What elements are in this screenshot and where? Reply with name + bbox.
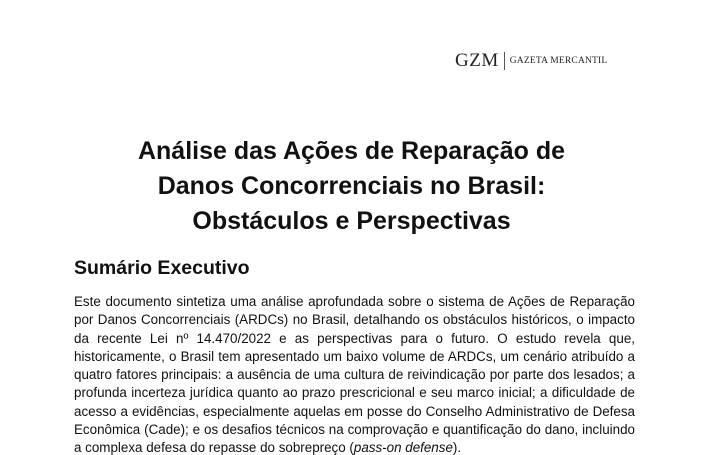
- section-heading-executive-summary: Sumário Executivo: [74, 257, 250, 279]
- logo-name: GAZETA MERCANTIL: [509, 56, 608, 66]
- title-line: Danos Concorrenciais no Brasil:: [157, 172, 546, 200]
- gazeta-mercantil-logo: [455, 50, 607, 72]
- summary-italic-term: pass-on defense: [353, 440, 453, 455]
- title-line: Obstáculos e Perspectivas: [192, 207, 511, 235]
- logo-mark: GZM: [455, 50, 499, 71]
- document-title: [0, 134, 703, 239]
- summary-main-text: Este documento sintetiza uma análise aprofundada sobre o sistema de Ações de Reparação por Danos Concorrenciais (ARDCs) no Brasil, detalhando os obstáculos históricos, o impacto da recente Lei nº 14.470/2022 e as perspectivas para o futuro. O estudo revela que, historicamente, o Brasil tem apresentado um baixo volume de ARDCs, um cenário atribuído a quatro fatores principais: a ausência de uma cultura de reivindicação por parte dos lesados; a profunda incerteza jurídica quanto ao prazo prescricional e seu marco inicial; a dificuldade de acesso a evidências, especialmente aquelas em posse do Conselho Administrativo de Defesa Econômica (Cade); e os desafios técnicos na comprovação e quantificação do dano, incluindo a complexa defesa do repasse do sobrepreço (: [74, 294, 635, 455]
- executive-summary-paragraph: [74, 293, 635, 455]
- logo-divider: [504, 52, 505, 70]
- summary-end-text: ).: [452, 440, 462, 455]
- title-line: Análise das Ações de Reparação de: [137, 137, 566, 165]
